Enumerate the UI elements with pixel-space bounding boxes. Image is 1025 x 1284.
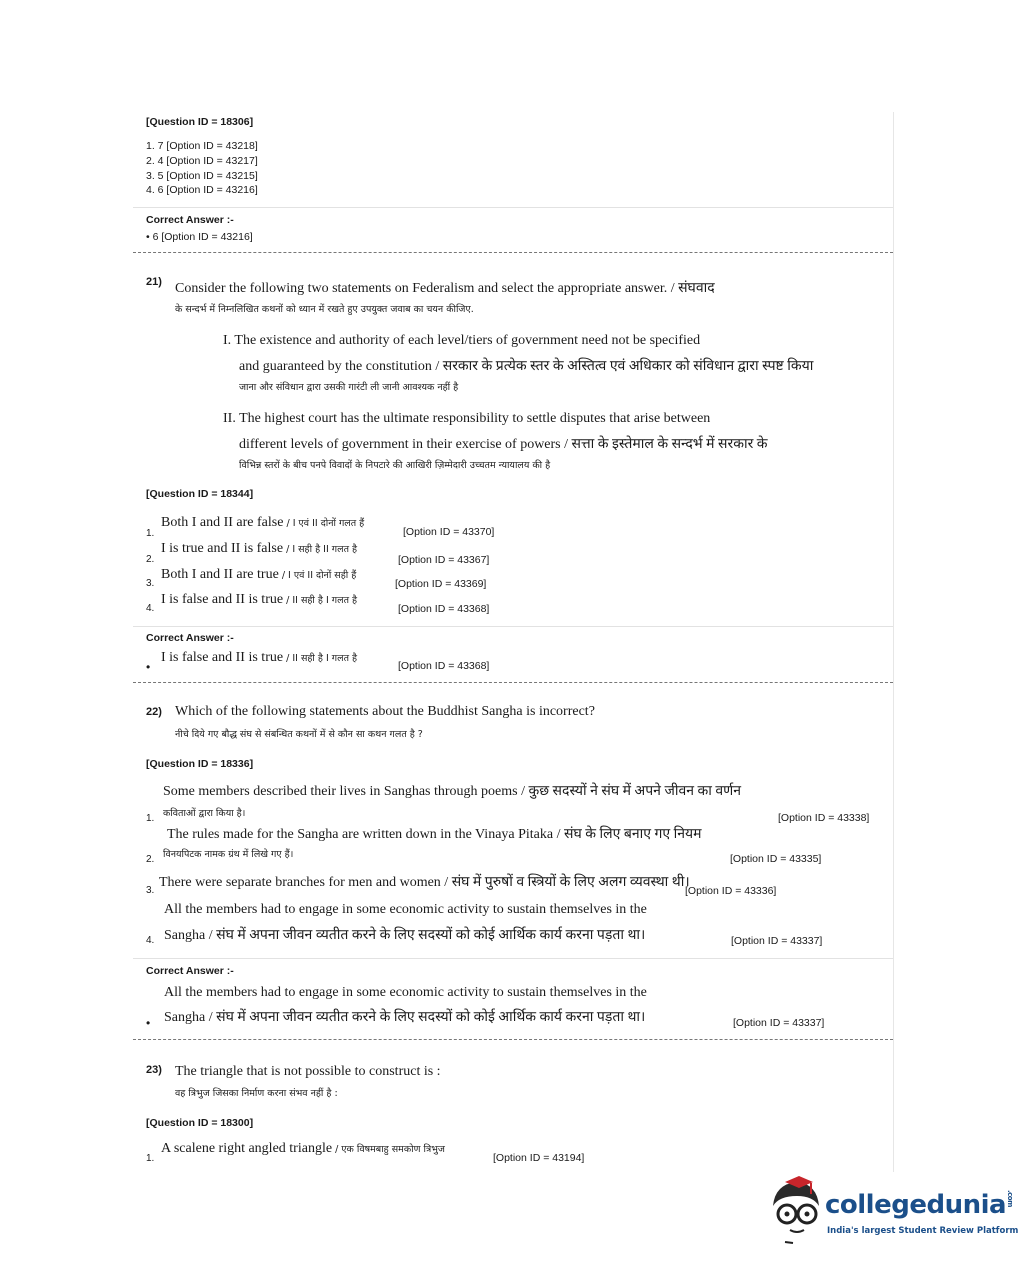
collegedunia-logo xyxy=(765,1176,1019,1246)
statement-2-line2: different levels of government in their exercise of powers / सत्ता के इस्तेमाल के सन्दर्भ में सरकार के xyxy=(239,437,768,452)
question-separator xyxy=(133,1039,893,1040)
correct-answer: All the members had to engage in some economic activity to sustain themselves in the xyxy=(164,985,647,1000)
divider xyxy=(133,958,893,959)
option-number: 4. xyxy=(146,603,155,614)
option-text-hindi: कविताओं द्वारा किया है। xyxy=(163,808,246,819)
option-id: [Option ID = 43368] xyxy=(398,660,490,672)
correct-answer-label: Correct Answer :- xyxy=(146,632,234,644)
option: 2. 4 [Option ID = 43217] xyxy=(146,155,258,167)
divider xyxy=(133,626,893,627)
question-number: 23) xyxy=(146,1064,162,1076)
option-id: [Option ID = 43335] xyxy=(730,853,822,865)
option-id: [Option ID = 43367] xyxy=(398,554,490,566)
statement-2-hindi: विभिन्न स्तरों के बीच पनपे विवादों के निपटारे की आखिरी ज़िम्मेदारी उच्चतम न्यायालय की है xyxy=(239,460,551,471)
statement-1: I. The existence and authority of each level/tiers of government need not be specified xyxy=(223,333,701,348)
option-number: 2. xyxy=(146,554,155,565)
question-id: [Question ID = 18306] xyxy=(146,116,254,128)
statement-1-line2: and guaranteed by the constitution / सरकार के प्रत्येक स्तर के अस्तित्व एवं अधिकार को संविधान द्वारा स्पष्ट किया xyxy=(239,359,814,374)
option: 4. 6 [Option ID = 43216] xyxy=(146,184,258,196)
question-id: [Question ID = 18336] xyxy=(146,758,254,770)
option-id: [Option ID = 43337] xyxy=(731,935,823,947)
correct-answer-line2: Sangha / संघ में अपना जीवन व्यतीत करने के लिए सदस्यों को कोई आर्थिक कार्य करना पड़ता था। xyxy=(164,1010,646,1025)
option-text: The rules made for the Sangha are written down in the Vinaya Pitaka / संघ के लिए बनाए गए नियम xyxy=(167,827,702,842)
logo-tagline: India's largest Student Review Platform xyxy=(827,1226,1019,1236)
correct-answer: I is false and II is true / II सही है I गलत है xyxy=(161,650,358,665)
option-number: 2. xyxy=(146,854,155,865)
option: 1. 7 [Option ID = 43218] xyxy=(146,140,258,152)
mascot-icon xyxy=(765,1176,825,1246)
option-id: [Option ID = 43336] xyxy=(685,885,777,897)
question-text-hindi: नीचे दिये गए बौद्ध संघ से संबन्धित कथनों में से कौन सा कथन गलत है ? xyxy=(175,729,423,740)
option-text-hindi: विनयपिटक नामक ग्रंथ में लिखे गए हैं। xyxy=(163,849,294,860)
option-text: All the members had to engage in some economic activity to sustain themselves in the xyxy=(164,902,647,917)
correct-answer-label: Correct Answer :- xyxy=(146,965,234,977)
correct-answer-label: Correct Answer :- xyxy=(146,214,234,226)
option-id: [Option ID = 43368] xyxy=(398,603,490,615)
question-paper-page xyxy=(133,112,894,1172)
correct-answer: • 6 [Option ID = 43216] xyxy=(146,231,253,243)
option-text: Both I and II are false / I एवं II दोनों गलत हैं xyxy=(161,515,365,530)
option-text: Both I and II are true / I एवं II दोनों सही हैं xyxy=(161,567,357,582)
option-text: There were separate branches for men and women / संघ में पुरुषों व स्त्रियों के लिए अलग व्यवस्था थी। xyxy=(159,875,690,890)
question-text: Which of the following statements about the Buddhist Sangha is incorrect? xyxy=(175,704,595,719)
option-number: 1. xyxy=(146,528,155,539)
option-number: 3. xyxy=(146,885,155,896)
question-number: 22) xyxy=(146,706,162,718)
question-text: The triangle that is not possible to construct is : xyxy=(175,1064,441,1079)
question-number: 21) xyxy=(146,276,162,288)
question-text: Consider the following two statements on Federalism and select the appropriate answer. / संघवाद xyxy=(175,281,715,296)
option-number: 4. xyxy=(146,935,155,946)
option-number: 3. xyxy=(146,578,155,589)
option-text: I is true and II is false / I सही है II गलत है xyxy=(161,541,358,556)
correct-bullet: • xyxy=(146,660,151,674)
option-text: A scalene right angled triangle / एक विषमबाहु समकोण त्रिभुज xyxy=(161,1141,445,1156)
logo-wordmark: collegedunia.com xyxy=(825,1190,1015,1220)
question-separator xyxy=(133,682,893,683)
option-text: Some members described their lives in Sanghas through poems / कुछ सदस्यों ने संघ में अपने जीवन का वर्णन xyxy=(163,784,742,799)
question-id: [Question ID = 18300] xyxy=(146,1117,254,1129)
option-text-line2: Sangha / संघ में अपना जीवन व्यतीत करने के लिए सदस्यों को कोई आर्थिक कार्य करना पड़ता था। xyxy=(164,928,646,943)
question-text-hindi: के सन्दर्भ में निम्नलिखित कथनों को ध्यान में रखते हुए उपयुक्त जवाब का चयन कीजिए. xyxy=(175,304,474,315)
option: 3. 5 [Option ID = 43215] xyxy=(146,170,258,182)
statement-2: II. The highest court has the ultimate responsibility to settle disputes that arise between xyxy=(223,411,711,426)
option-id: [Option ID = 43337] xyxy=(733,1017,825,1029)
option-number: 1. xyxy=(146,1153,155,1164)
option-id: [Option ID = 43194] xyxy=(493,1152,585,1164)
option-id: [Option ID = 43370] xyxy=(403,526,495,538)
option-number: 1. xyxy=(146,813,155,824)
question-text-hindi: वह त्रिभुज जिसका निर्माण करना संभव नहीं है : xyxy=(175,1088,338,1099)
correct-bullet: • xyxy=(146,1016,151,1030)
option-id: [Option ID = 43338] xyxy=(778,812,870,824)
option-id: [Option ID = 43369] xyxy=(395,578,487,590)
question-separator xyxy=(133,252,893,253)
option-text: I is false and II is true / II सही है I गलत है xyxy=(161,592,358,607)
divider xyxy=(133,207,893,208)
question-id: [Question ID = 18344] xyxy=(146,488,254,500)
statement-1-hindi: जाना और संविधान द्वारा उसकी गारंटी ली जानी आवश्यक नहीं है xyxy=(239,382,459,393)
